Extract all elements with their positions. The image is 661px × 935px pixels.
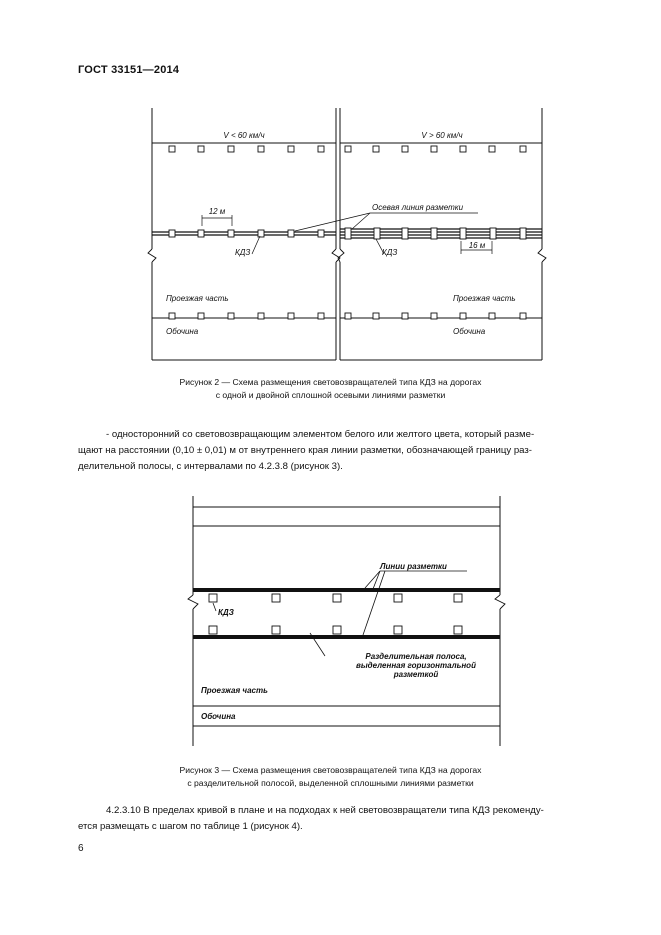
- paragraph-2-line-1: 4.2.3.10 В пределах кривой в плане и на подходах к ней световозвращатели типа КДЗ рекоменду-: [106, 805, 544, 816]
- figure-3-diagram: [180, 492, 514, 750]
- paragraph-1-line-3: делительной полосы, с интервалами по 4.2.3.8 (рисунок 3).: [78, 461, 343, 472]
- paragraph-1-line-2: щают на расстоянии (0,10 ± 0,01) м от внутреннего края линии разметки, обозначающей границу раз-: [78, 445, 532, 456]
- paragraph-2: [78, 803, 580, 835]
- carriageway-left-label: Проезжая часть: [166, 294, 229, 303]
- kdz-right-label: КДЗ: [382, 248, 398, 257]
- median-label-line-3: разметкой: [393, 670, 439, 679]
- figure-2-diagram: [140, 102, 560, 364]
- page-number: 6: [78, 843, 84, 854]
- kdz-label: КДЗ: [218, 608, 234, 617]
- document-header: ГОСТ 33151—2014: [78, 64, 180, 76]
- figure-2-caption-line-2: с одной и двойной сплошной осевыми линиями разметки: [215, 390, 446, 400]
- shoulder-right-label: Обочина: [453, 327, 486, 336]
- kdz-left-label: КДЗ: [235, 248, 251, 257]
- axis-line-label: Осевая линия разметки: [372, 203, 464, 212]
- figure-2-caption-line-1: Рисунок 2 — Схема размещения световозвращателей типа КДЗ на дорогах: [179, 377, 482, 387]
- median-label-line-2: выделенная горизонтальной: [356, 661, 476, 670]
- marking-lines-label: Линии разметки: [380, 562, 447, 571]
- right-spacing-label: 16 м: [468, 241, 486, 250]
- figure-2-caption: [0, 376, 661, 402]
- paragraph-1: [78, 427, 580, 475]
- left-speed-label: V < 60 км/ч: [223, 131, 265, 140]
- paragraph-1-line-1: - односторонний со световозвращающим элементом белого или желтого цвета, который разме-: [106, 429, 535, 440]
- median-label-line-1: Разделительная полоса,: [365, 652, 467, 661]
- right-speed-label: V > 60 км/ч: [421, 131, 463, 140]
- figure-3-caption-line-2: с разделительной полосой, выделенной сплошными линиями разметки: [187, 778, 474, 788]
- shoulder-label: Обочина: [201, 712, 236, 721]
- carriageway-right-label: Проезжая часть: [453, 294, 516, 303]
- figure-3-caption: [0, 764, 661, 790]
- left-spacing-label: 12 м: [208, 207, 226, 216]
- paragraph-2-line-2: ется размещать с шагом по таблице 1 (рисунок 4).: [78, 821, 303, 832]
- figure-3-caption-line-1: Рисунок 3 — Схема размещения световозвращателей типа КДЗ на дорогах: [179, 765, 482, 775]
- carriageway-label: Проезжая часть: [201, 686, 268, 695]
- shoulder-left-label: Обочина: [166, 327, 199, 336]
